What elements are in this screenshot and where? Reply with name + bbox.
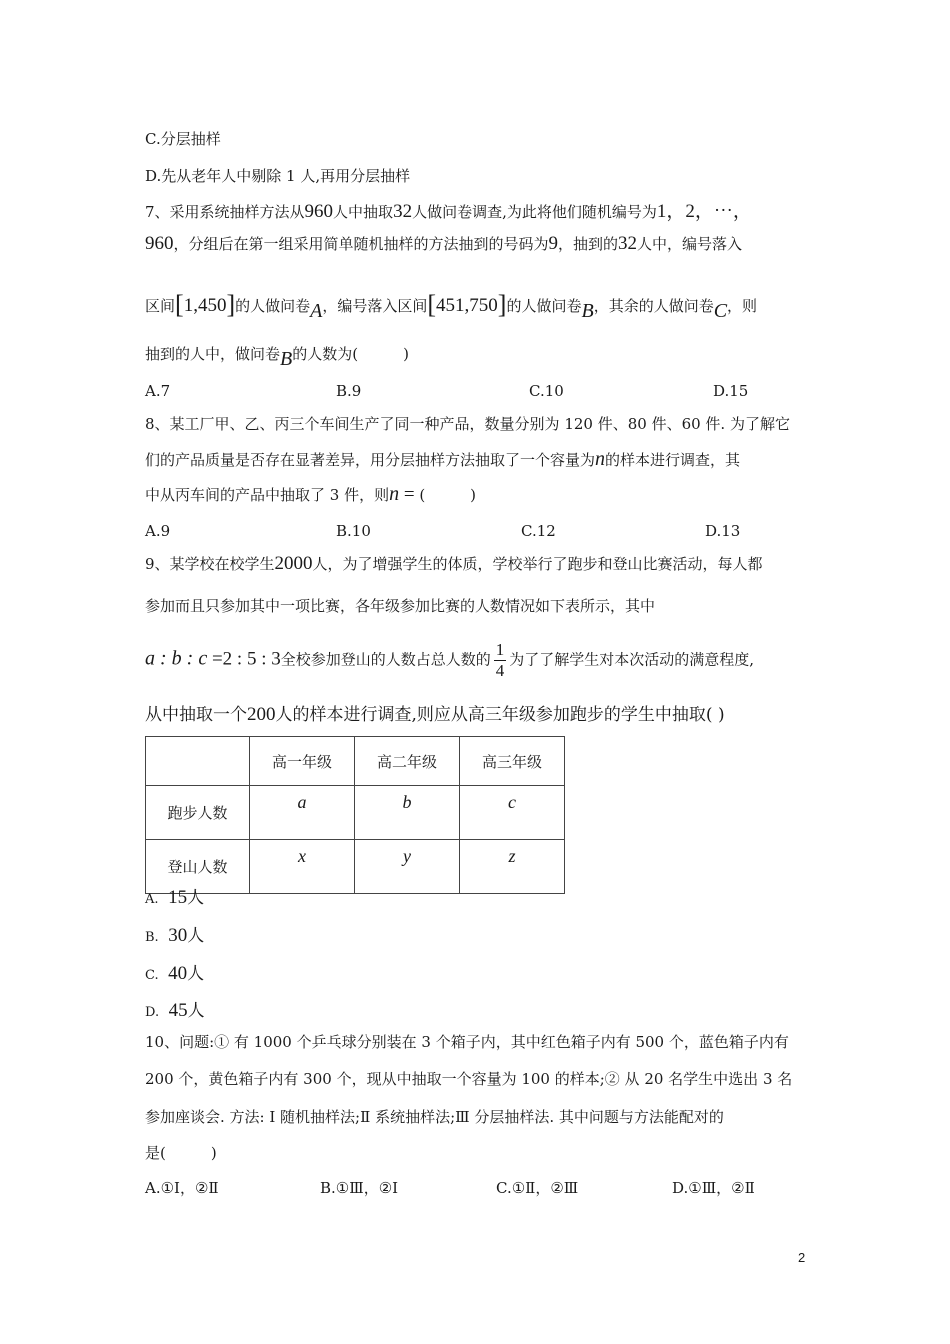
q10-line-3: 参加座谈会. 方法: Ⅰ 随机抽样法;Ⅱ 系统抽样法;Ⅲ 分层抽样法. 其中问题与方法能配对的	[145, 1108, 724, 1126]
q7-var-a: A	[310, 300, 323, 322]
q9-number: 2000	[274, 553, 313, 574]
fraction-denominator: 4	[495, 661, 505, 680]
table-cell: c	[460, 786, 565, 840]
q7-text: 的人做问卷	[506, 297, 582, 315]
q9-ratio-values: =2 : 5 : 3	[207, 648, 281, 670]
q7-text: 人做问卷调查,为此将他们随机编号为	[412, 203, 657, 221]
q7-number: 32	[618, 233, 638, 254]
q7-number: 9	[548, 233, 559, 254]
q10-line-1: 10、问题:① 有 1000 个乒乓球分别装在 3 个箱子内，其中红色箱子内有 500 个，蓝色箱子内有	[145, 1033, 789, 1051]
table-cell: y	[355, 840, 460, 894]
option-number: 40	[168, 963, 188, 984]
q8-option-d: D.13	[705, 522, 741, 540]
q7-var-b: B	[581, 300, 594, 322]
q7-number: 960	[145, 233, 174, 254]
option-number: 45	[168, 1000, 188, 1021]
q8-equals: =	[399, 484, 420, 505]
q8-text: 的样本进行调查，其	[605, 451, 741, 469]
q10-option-d: D.①Ⅲ，②Ⅱ	[672, 1179, 755, 1197]
q7-sequence: 1，2，⋯，	[656, 201, 752, 222]
q6-option-c: C.分层抽样	[145, 130, 221, 148]
q7-line-4	[145, 342, 409, 370]
q8-line-2	[145, 448, 740, 471]
table-row-label: 跑步人数	[146, 786, 250, 840]
table-cell: a	[250, 786, 355, 840]
q9-fraction	[494, 640, 507, 681]
table-cell: z	[460, 840, 565, 894]
option-letter: D.	[145, 1005, 160, 1020]
option-letter: A.	[145, 892, 159, 907]
q7-text: 人中抽取	[333, 203, 394, 221]
q9-option-b	[145, 921, 204, 947]
q7-text: 区间	[145, 297, 176, 315]
q9-line-1	[145, 553, 763, 575]
q8-line-1: 8、某工厂甲、乙、丙三个车间生产了同一种产品，数量分别为 120 件、80 件、60 件. 为了解它	[145, 415, 790, 433]
q8-line-3	[145, 483, 476, 506]
q9-data-table	[145, 736, 565, 894]
fraction-numerator: 1	[495, 640, 505, 659]
table-header-cell	[146, 737, 250, 786]
q10-line-4: 是( )	[145, 1144, 217, 1162]
table-cell: x	[250, 840, 355, 894]
q8-text: 们的产品质量是否存在显著差异，用分层抽样方法抽取了一个容量为	[145, 451, 596, 469]
table-header-cell: 高三年级	[460, 737, 565, 786]
q7-text: ，则	[727, 297, 758, 315]
q6-option-d: D.先从老年人中剔除 1 人,再用分层抽样	[145, 167, 411, 185]
q7-text: 人中，编号落入	[637, 235, 743, 253]
table-row	[146, 840, 565, 894]
q8-option-b: B.10	[336, 522, 371, 540]
q7-interval-1: 1,450	[183, 295, 227, 316]
q7-text: 的人数为( )	[292, 345, 409, 363]
q7-text: 的人做问卷	[235, 297, 311, 315]
option-number: 15	[168, 887, 188, 908]
q7-number: 960	[304, 201, 334, 222]
q9-number: 200	[247, 704, 276, 725]
option-number: 30	[168, 925, 188, 946]
table-row	[146, 786, 565, 840]
q9-line-2: 参加而且只参加其中一项比赛，各年级参加比赛的人数情况如下表所示，其中	[145, 597, 656, 615]
bracket-open: [	[175, 290, 184, 319]
q9-option-d	[145, 996, 205, 1022]
table-header-row	[146, 737, 565, 786]
bracket-open: [	[427, 290, 437, 319]
q8-option-a: A.9	[145, 522, 171, 540]
option-unit: 人	[187, 926, 205, 946]
q7-line-3	[145, 288, 758, 322]
q9-ratio-vars: a : b : c	[145, 647, 208, 670]
q10-option-a: A.①Ⅰ，②Ⅱ	[145, 1179, 219, 1197]
q8-option-c: C.12	[521, 522, 556, 540]
q8-text: 中从丙车间的产品中抽取了 3 件，则	[145, 486, 390, 504]
option-unit: 人	[187, 1001, 205, 1021]
q9-text: 为了了解学生对本次活动的满意程度,	[509, 650, 755, 669]
q7-text: ，分组后在第一组采用简单随机抽样的方法抽到的号码为	[173, 235, 549, 253]
q9-text: 人的样本进行调查,则应从高三年级参加跑步的学生中抽取( )	[275, 705, 725, 725]
q7-text: ，其余的人做问卷	[593, 297, 714, 315]
table-header-cell: 高二年级	[355, 737, 460, 786]
q9-text: 人，为了增强学生的体质，学校举行了跑步和登山比赛活动，每人都	[312, 555, 763, 573]
q9-line-4	[145, 700, 725, 726]
q9-line-3	[145, 640, 754, 681]
q7-var-b: B	[280, 348, 293, 370]
bracket-close: ]	[497, 290, 507, 319]
q7-text: ，编号落入区间	[322, 297, 428, 315]
q7-option-d: D.15	[713, 382, 749, 400]
q7-number: 32	[393, 201, 413, 222]
bracket-close: ]	[226, 290, 236, 319]
q8-text: ( )	[419, 486, 477, 504]
option-unit: 人	[187, 888, 205, 908]
table-row-label: 登山人数	[146, 840, 250, 894]
q9-text: 9、某学校在校学生	[145, 555, 275, 573]
option-letter: B.	[145, 930, 159, 945]
q7-option-a: A.7	[145, 382, 171, 400]
q7-line-1	[145, 196, 752, 223]
q8-var-n: n	[595, 448, 606, 470]
q7-var-c: C	[713, 300, 728, 322]
table-cell: b	[355, 786, 460, 840]
q9-text: 从中抽取一个	[145, 705, 247, 725]
q7-text: 7、采用系统抽样方法从	[145, 203, 305, 221]
q7-text: 抽到的人中，做问卷	[145, 345, 281, 363]
q7-line-2	[145, 233, 742, 255]
q7-text: ，抽到的	[558, 235, 619, 253]
q10-option-b: B.①Ⅲ，②Ⅰ	[320, 1179, 399, 1197]
table-header-cell: 高一年级	[250, 737, 355, 786]
q7-option-b: B.9	[336, 382, 362, 400]
q9-option-c	[145, 959, 204, 985]
option-letter: C.	[145, 968, 159, 983]
page-number: 2	[798, 1250, 806, 1265]
q10-option-c: C.①Ⅱ，②Ⅲ	[496, 1179, 579, 1197]
q7-interval-2: 451,750	[436, 295, 498, 316]
q9-text: 全校参加登山的人数占总人数的	[280, 650, 491, 669]
q7-option-c: C.10	[529, 382, 564, 400]
q8-var-n: n	[389, 483, 400, 505]
q10-line-2: 200 个，黄色箱子内有 300 个，现从中抽取一个容量为 100 的样本;② 从 20 名学生中选出 3 名	[145, 1070, 793, 1088]
q9-option-a	[145, 883, 204, 909]
option-unit: 人	[187, 964, 205, 984]
